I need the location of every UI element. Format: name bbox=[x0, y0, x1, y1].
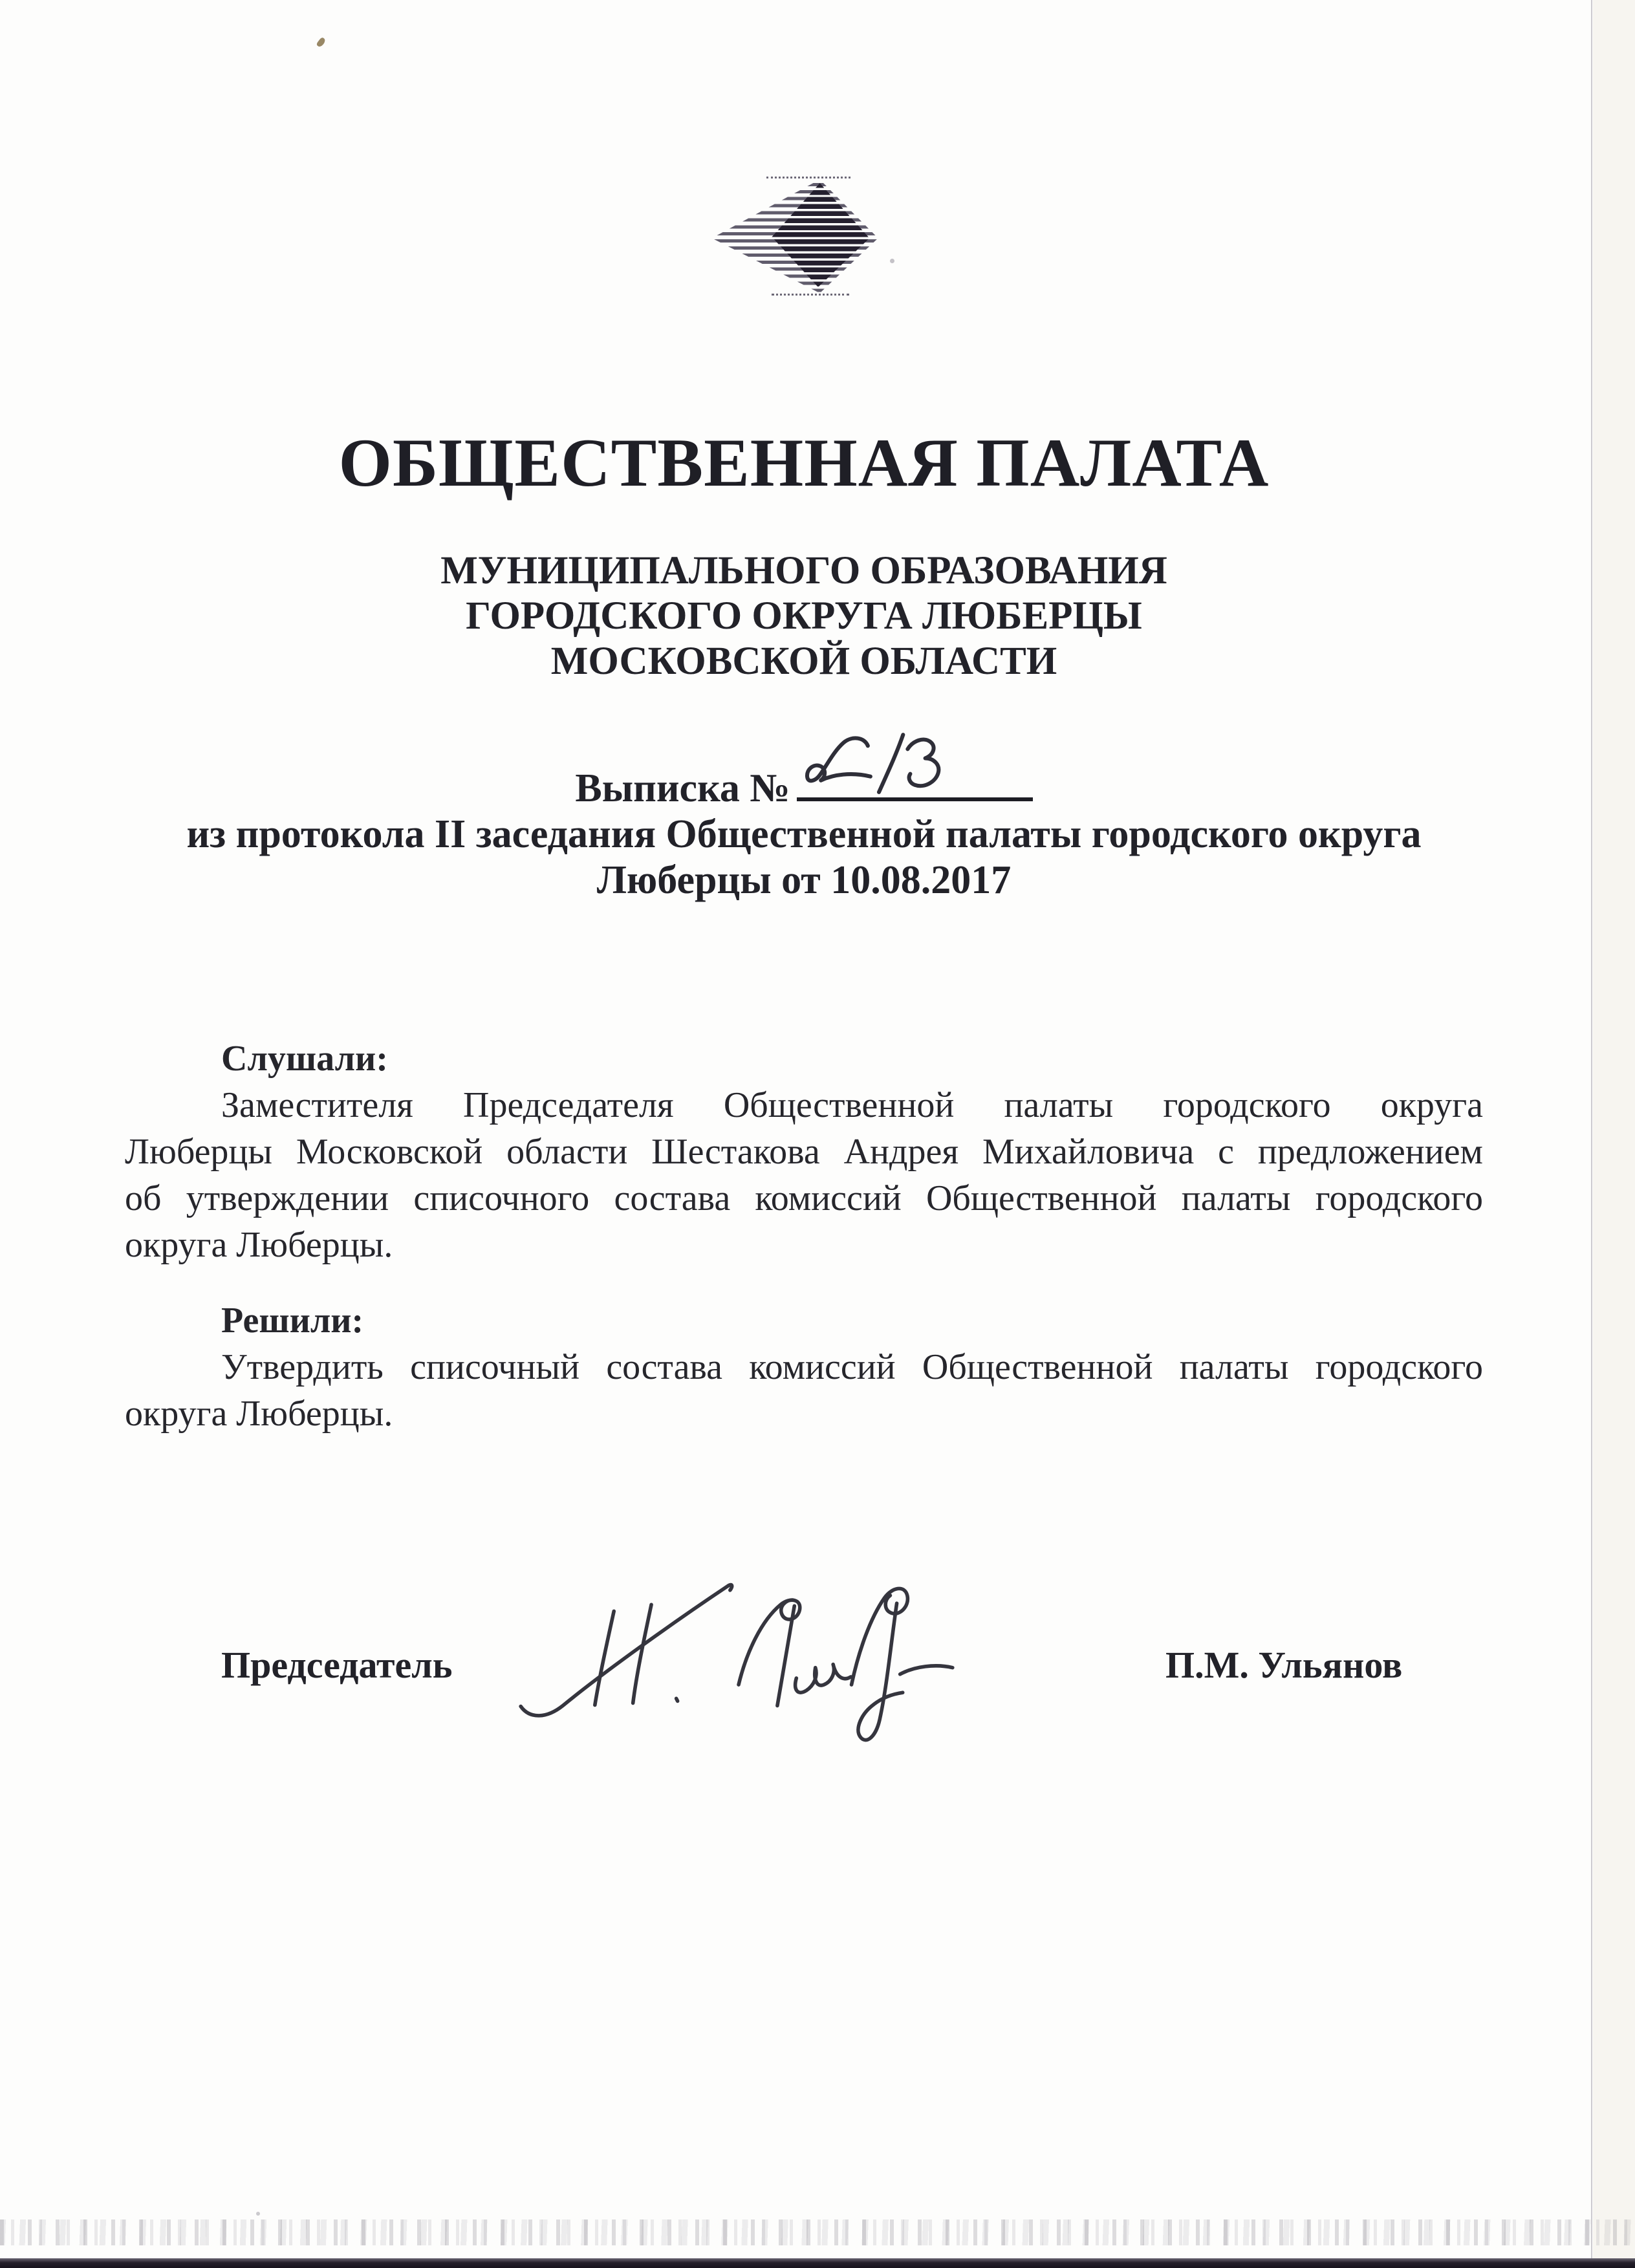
extract-number-blank bbox=[797, 797, 1033, 801]
handwritten-number-2-3 bbox=[805, 733, 955, 795]
paper-edge-line bbox=[1591, 0, 1592, 2268]
extract-label: Выписка № bbox=[575, 766, 790, 810]
extract-source-line: из протокола II заседания Общественной палаты городского округа bbox=[186, 812, 1422, 856]
org-subtitle bbox=[125, 548, 1483, 684]
signature-name: П.М. Ульянов bbox=[1165, 1644, 1403, 1686]
scan-speck bbox=[256, 2212, 260, 2216]
org-subtitle-line: ГОРОДСКОГО ОКРУГА ЛЮБЕРЦЫ bbox=[466, 594, 1142, 638]
emblem-microtext-bottom bbox=[772, 294, 849, 296]
body-line: Люберцы Московской области Шестакова Андрея Михайловича с предложением bbox=[125, 1132, 1483, 1172]
extract-date-line: Люберцы от 10.08.2017 bbox=[596, 858, 1012, 902]
extract-heading bbox=[125, 766, 1483, 903]
emblem-microtext-top bbox=[766, 177, 850, 178]
body-line: округа Люберцы. bbox=[125, 1225, 393, 1265]
extract-number-line bbox=[125, 766, 1483, 812]
org-title: ОБЩЕСТВЕННАЯ ПАЛАТА bbox=[338, 425, 1270, 501]
scan-speck bbox=[316, 37, 326, 48]
body-line: Заместителя Председателя Общественной палаты городского округа bbox=[221, 1085, 1483, 1125]
org-subtitle-line: МУНИЦИПАЛЬНОГО ОБРАЗОВАНИЯ bbox=[440, 549, 1167, 592]
scanner-noise-band bbox=[0, 2219, 1635, 2245]
paper-edge-shade bbox=[1593, 0, 1635, 2268]
document-body bbox=[125, 1035, 1483, 1437]
scan-speck bbox=[890, 259, 894, 263]
handwritten-signature-autograph bbox=[514, 1565, 960, 1756]
body-line: Утвердить списочный состава комиссий Общественной палаты городского bbox=[221, 1347, 1483, 1387]
signature-role: Председатель bbox=[221, 1644, 453, 1686]
section-heading-slushali: Слушали: bbox=[221, 1039, 388, 1079]
scanner-edge-bar bbox=[0, 2258, 1635, 2268]
section-heading-reshili: Решили: bbox=[221, 1301, 364, 1341]
body-line: округа Люберцы. bbox=[125, 1394, 393, 1434]
body-line: об утверждении списочного состава комиссий Общественной палаты городского bbox=[125, 1178, 1483, 1218]
org-emblem-diamond-icon bbox=[710, 176, 882, 296]
org-subtitle-line: МОСКОВСКОЙ ОБЛАСТИ bbox=[550, 640, 1057, 683]
